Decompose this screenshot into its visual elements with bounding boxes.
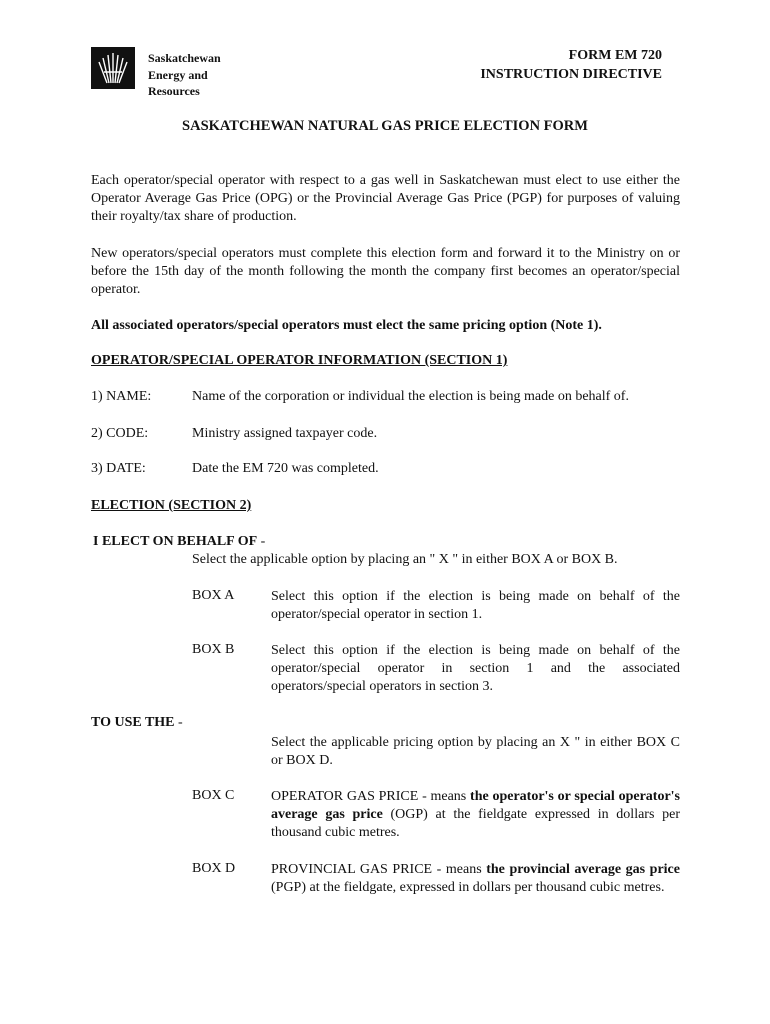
box-d-label: BOX D <box>192 861 236 876</box>
box-c-suffix: (OGP) at the fieldgate expressed in dollars per thousand cubic metres. <box>271 807 680 840</box>
elect-heading-text: I ELECT ON BEHALF OF <box>93 534 258 549</box>
box-a-description: Select this option if the election is being made on behalf of the operator/special operator in section 1. <box>271 589 680 622</box>
box-d-bold-text: the provincial average gas price <box>486 862 680 877</box>
form-type: INSTRUCTION DIRECTIVE <box>480 67 662 82</box>
box-c-description <box>271 788 680 842</box>
box-d-prefix: PROVINCIAL GAS PRICE - means <box>271 862 487 877</box>
box-c-prefix: OPERATOR GAS PRICE - means <box>271 789 471 804</box>
use-heading <box>91 715 183 731</box>
elect-instruction: Select the applicable option by placing an " X " in either BOX A or BOX B. <box>192 552 618 567</box>
intro-paragraph-2: New operators/special operators must complete this election form and forward it to the Ministry on or before the 15th day of the month following the month the company first becomes an operator/special operator. <box>91 246 680 297</box>
section-1-heading: OPERATOR/SPECIAL OPERATOR INFORMATION (SECTION 1) <box>91 353 508 368</box>
box-c-label: BOX C <box>192 788 235 803</box>
date-label: 3) DATE: <box>91 461 146 476</box>
org-name-line-2: Energy and <box>148 68 208 82</box>
use-heading-dash: - <box>174 715 183 730</box>
box-c-bold-text: the operator's or special operator's average gas price <box>271 789 681 822</box>
wheat-sheaf-icon <box>91 47 135 89</box>
box-a-label: BOX A <box>192 588 235 603</box>
date-definition: Date the EM 720 was completed. <box>192 461 379 476</box>
code-label: 2) CODE: <box>91 426 149 441</box>
section-2-heading: ELECTION (SECTION 2) <box>91 498 252 513</box>
name-label: 1) NAME: <box>91 389 152 404</box>
elect-heading <box>93 534 265 550</box>
document-title: SASKATCHEWAN NATURAL GAS PRICE ELECTION FORM <box>182 118 588 134</box>
name-definition: Name of the corporation or individual the election is being made on behalf of. <box>192 389 629 404</box>
use-instruction: Select the applicable pricing option by placing an X " in either BOX C or BOX D. <box>271 735 680 768</box>
intro-paragraph-3: All associated operators/special operators must elect the same pricing option (Note 1). <box>91 318 602 333</box>
code-definition: Ministry assigned taxpayer code. <box>192 426 378 441</box>
elect-heading-dash: - <box>257 534 266 549</box>
org-name-line-1: Saskatchewan <box>148 51 221 65</box>
box-b-description: Select this option if the election is being made on behalf of the operator/special operator in section 1 and the associated operators/special operators in section 3. <box>271 643 680 694</box>
form-id: FORM EM 720 <box>568 48 662 63</box>
intro-paragraph-1: Each operator/special operator with respect to a gas well in Saskatchewan must elect to use either the Operator Average Gas Price (OPG) or the Provincial Average Gas Price (PGP) for purposes of valuing their royalty/tax share of production. <box>91 173 680 224</box>
box-d-description <box>271 861 680 897</box>
box-b-label: BOX B <box>192 642 235 657</box>
org-name-line-3: Resources <box>148 84 200 98</box>
use-heading-text: TO USE THE <box>91 715 175 730</box>
box-d-suffix: (PGP) at the fieldgate, expressed in dollars per thousand cubic metres. <box>271 880 665 895</box>
